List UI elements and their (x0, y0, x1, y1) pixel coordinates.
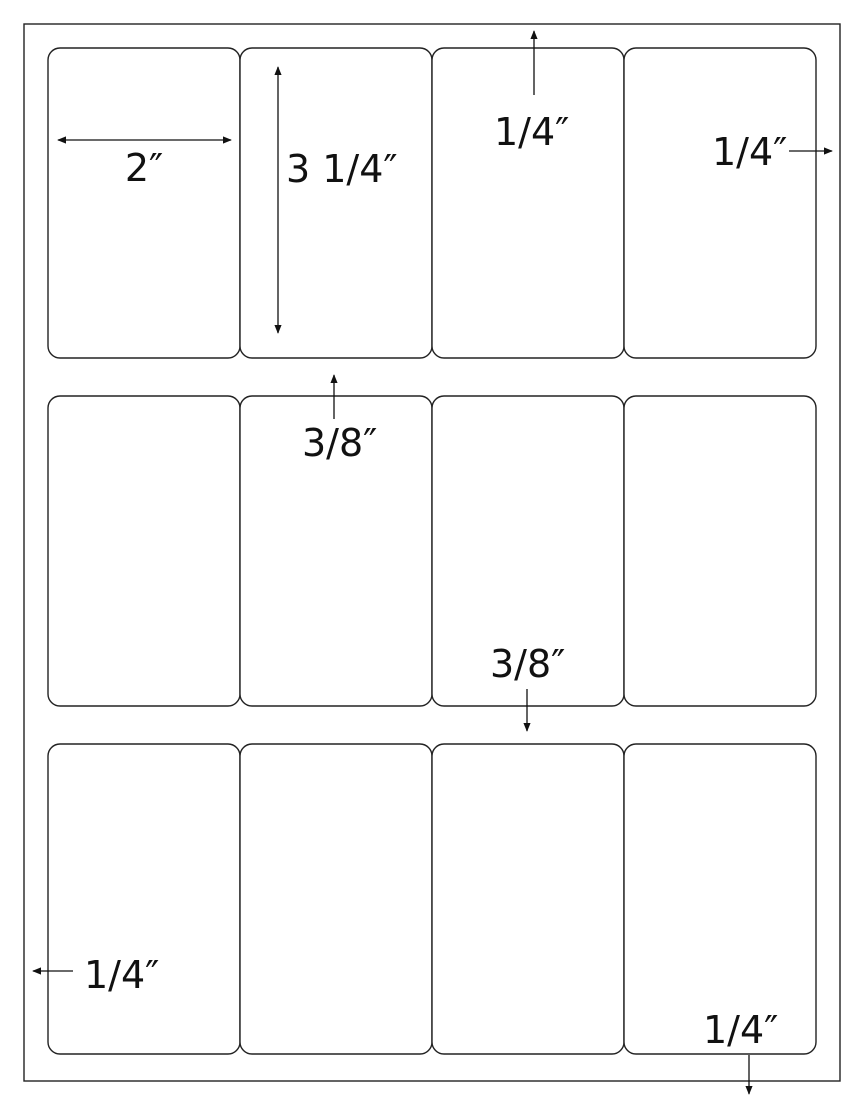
top-margin-text: 1/4″ (494, 110, 570, 154)
left-margin-text: 1/4″ (84, 953, 160, 997)
label-cell (432, 744, 624, 1054)
label-cell (432, 48, 624, 358)
label-cell (240, 744, 432, 1054)
label-cell (48, 396, 240, 706)
label-grid (48, 48, 816, 1054)
right-margin-text: 1/4″ (712, 130, 788, 174)
label-height-text: 3 1/4″ (286, 147, 398, 191)
row-gap-lower-text: 3/8″ (490, 642, 566, 686)
label-cell (48, 744, 240, 1054)
bottom-margin-text: 1/4″ (703, 1008, 779, 1052)
label-cell (240, 48, 432, 358)
label-cell (624, 396, 816, 706)
row-gap-upper-text: 3/8″ (302, 421, 378, 465)
label-cell (48, 48, 240, 358)
label-width-text: 2″ (124, 146, 164, 190)
label-cell (624, 48, 816, 358)
